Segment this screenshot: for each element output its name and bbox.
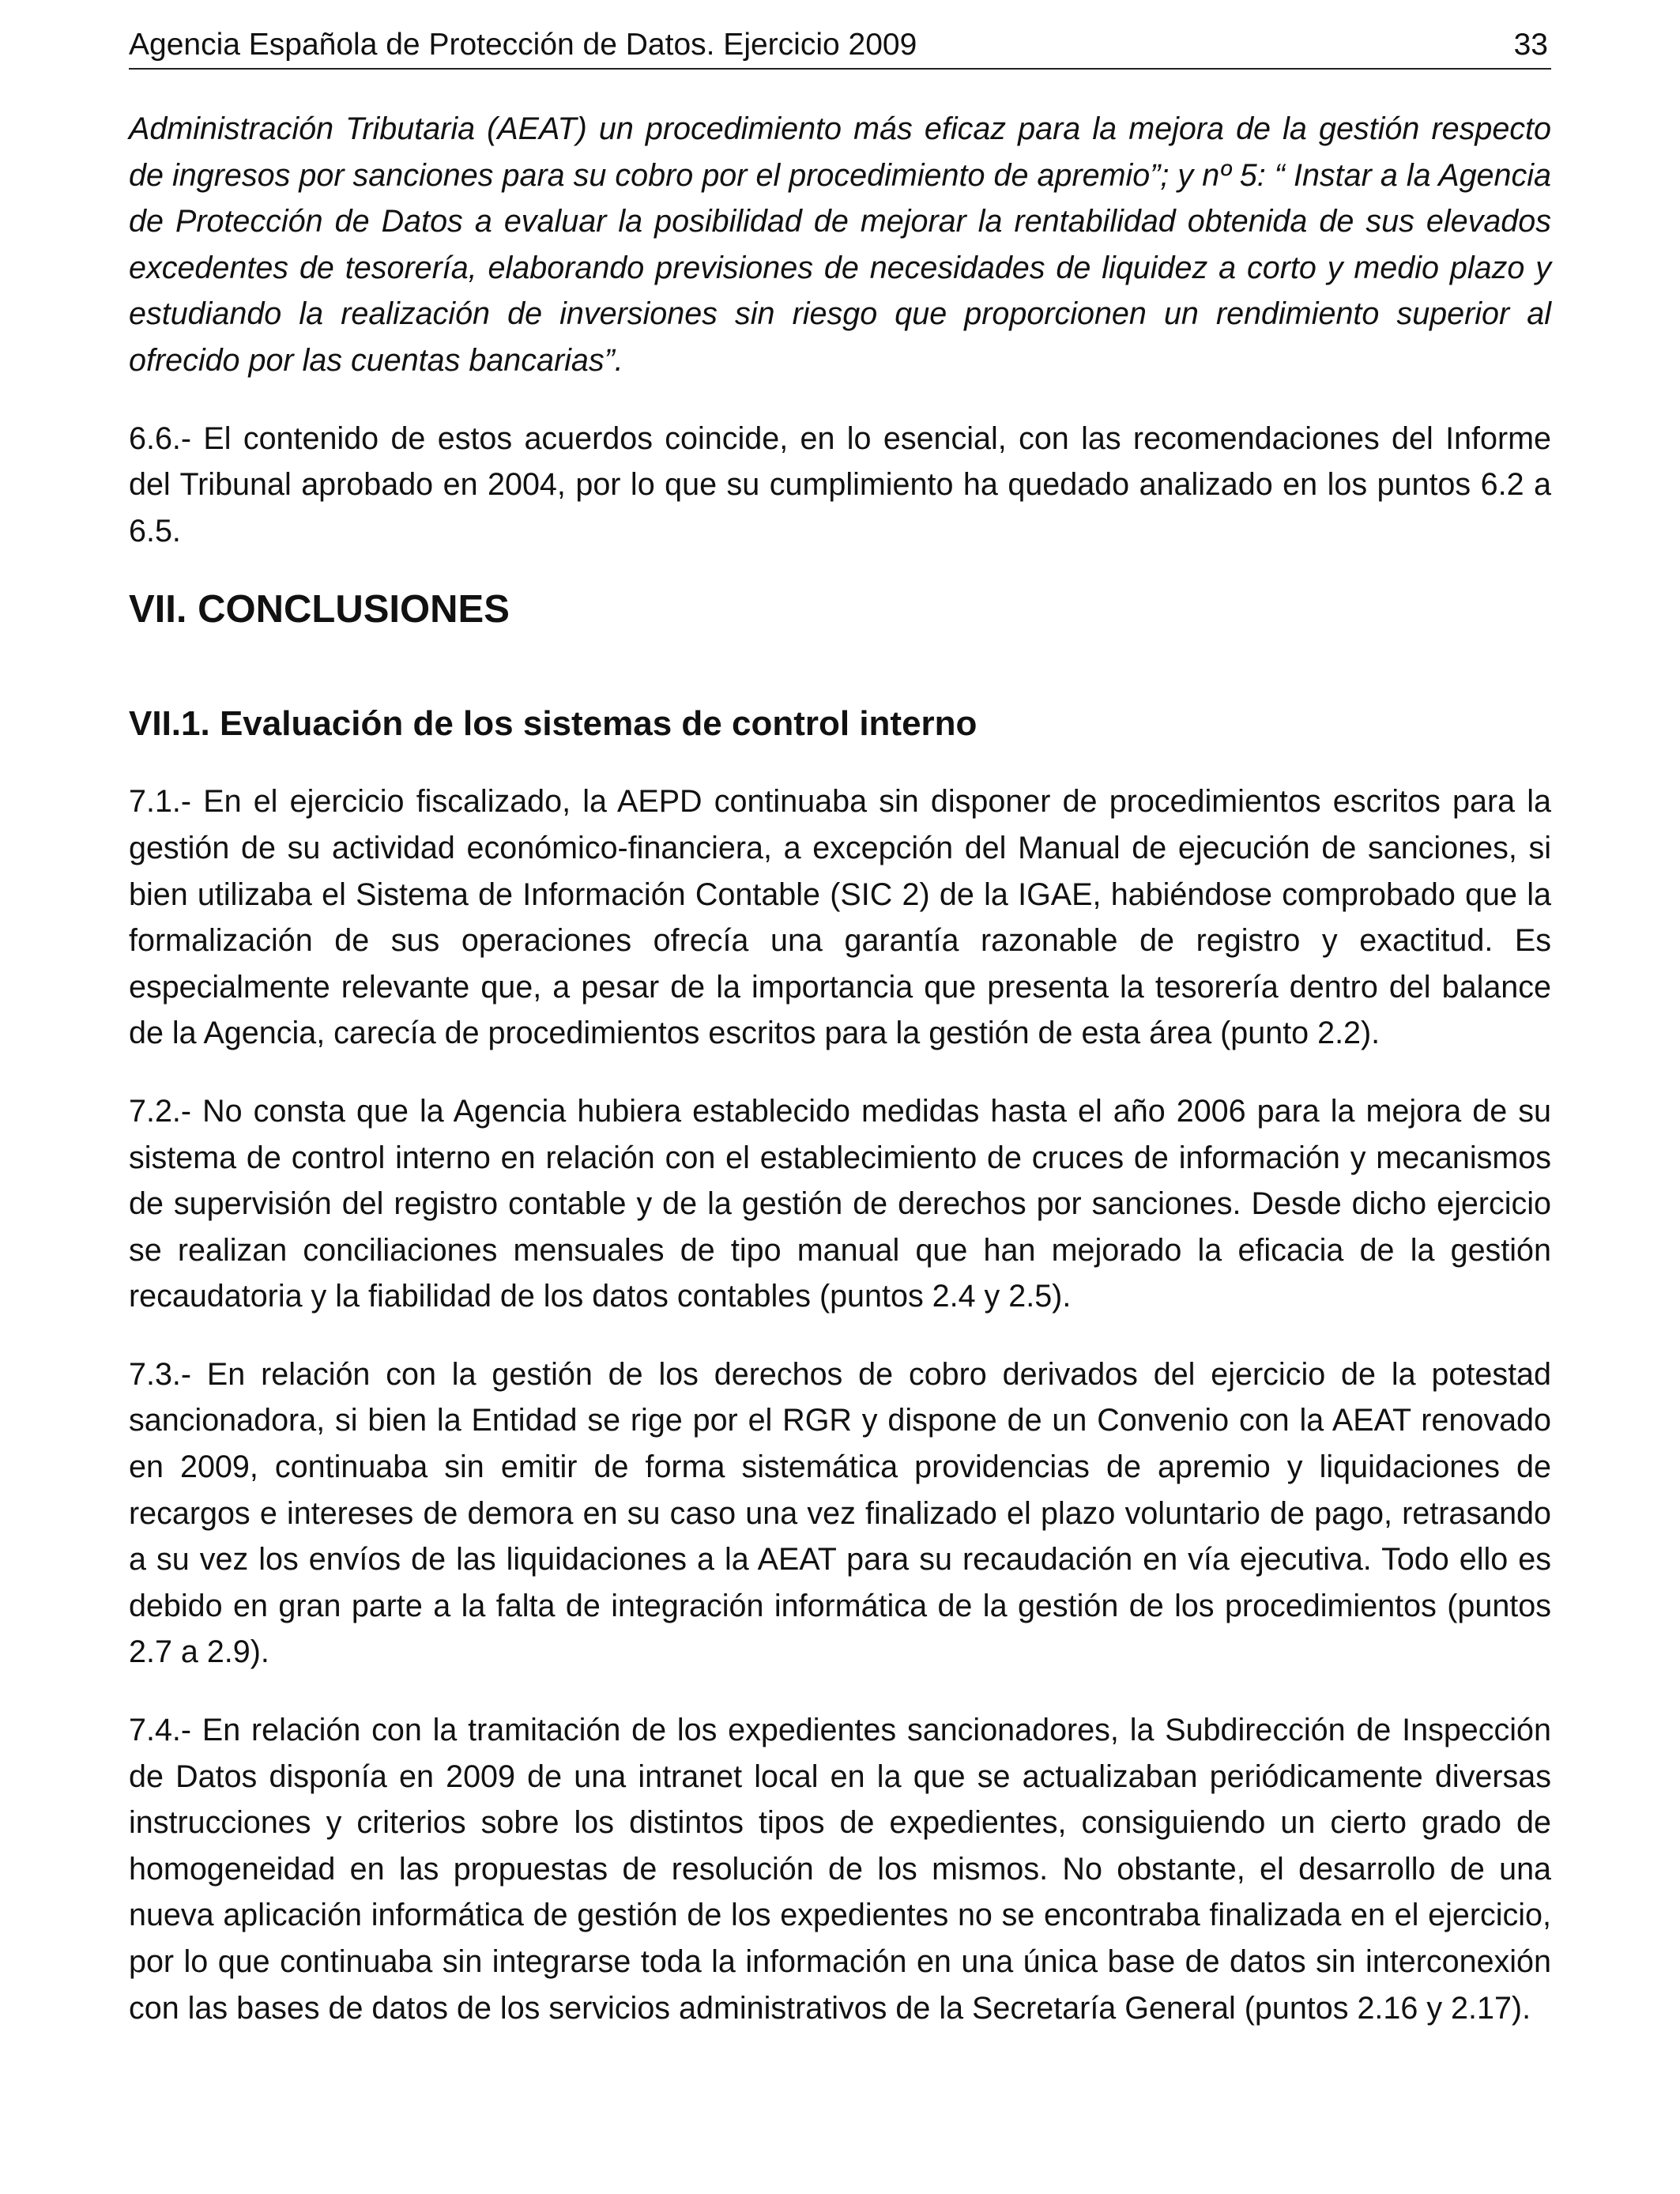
header-title: Agencia Española de Protección de Datos. Ejercicio 2009 bbox=[129, 28, 917, 62]
page-number: 33 bbox=[1513, 28, 1548, 62]
paragraph-6-6: 6.6.- El contenido de estos acuerdos coincide, en lo esencial, con las recomendaciones del Informe del Tribunal aprobado en 2004, por lo que su cumplimiento ha quedado analizado en los puntos 6.2 a 6.5. bbox=[129, 420, 1551, 548]
paragraph-7-1: 7.1.- En el ejercicio fiscalizado, la AEPD continuaba sin disponer de procedimientos escritos para la gestión de su actividad económico-financiera, a excepción del Manual de ejecución de sanciones, si bien utilizaba el Sistema de Información Contable (SIC 2) de la IGAE, habiéndose comprobado que la formalización de sus operaciones ofrecía una garantía razonable de registro y exactitud. Es especialmente relevante que, a pesar de la importancia que presenta la tesorería dentro del balance de la Agencia, carecía de procedimientos escritos para la gestión de esta área (punto 2.2). bbox=[129, 784, 1551, 1051]
paragraph-7-2: 7.2.- No consta que la Agencia hubiera establecido medidas hasta el año 2006 para la mejora de su sistema de control interno en relación con el establecimiento de cruces de información y mecanismos de supervisión del registro contable y de la gestión de derechos por sanciones. Desde dicho ejercicio se realizan conciliaciones mensuales de tipo manual que han mejorado la eficacia de la gestión recaudatoria y la fiabilidad de los datos contables (puntos 2.4 y 2.5). bbox=[129, 1093, 1551, 1314]
running-header bbox=[129, 27, 1551, 70]
paragraph-7-3: 7.3.- En relación con la gestión de los derechos de cobro derivados del ejercicio de la potestad sancionadora, si bien la Entidad se rige por el RGR y dispone de un Convenio con la AEAT renovado en 2009, continuaba sin emitir de forma sistemática providencias de apremio y liquidaciones de recargos e intereses de demora en su caso una vez finalizado el plazo voluntario de pago, retrasando a su vez los envíos de las liquidaciones a la AEAT para su recaudación en vía ejecutiva. Todo ello es debido en gran parte a la falta de integración informática de la gestión de los procedimientos (puntos 2.7 a 2.9). bbox=[129, 1356, 1551, 1670]
quoted-recommendation: Administración Tributaria (AEAT) un procedimiento más eficaz para la mejora de la gestión respecto de ingresos por sanciones para su cobro por el procedimiento de apremio”; y nº 5: “ Instar a la Agencia de Protección de Datos a evaluar la posibilidad de mejorar la rentabilidad obtenida de sus elevados excedentes de tesorería, elaborando previsiones de necesidades de liquidez a corto y medio plazo y estudiando la realización de inversiones sin riesgo que proporcionen un rendimiento superior al ofrecido por las cuentas bancarias”. bbox=[129, 111, 1551, 378]
section-heading: VII. CONCLUSIONES bbox=[129, 588, 510, 631]
paragraph-7-4: 7.4.- En relación con la tramitación de los expedientes sancionadores, la Subdirección de Inspección de Datos disponía en 2009 de una intranet local en la que se actualizaban periódicamente diversas instrucciones y criterios sobre los distintos tipos de expedientes, consiguiendo un cierto grado de homogeneidad en las propuestas de resolución de los mismos. No obstante, el desarrollo de una nueva aplicación informática de gestión de los expedientes no se encontraba finalizada en el ejercicio, por lo que continuaba sin integrarse toda la información en una única base de datos sin interconexión con las bases de datos de los servicios administrativos de la Secretaría General (puntos 2.16 y 2.17). bbox=[129, 1713, 1551, 2026]
document-page bbox=[129, 0, 1551, 2194]
document-body bbox=[129, 106, 1551, 2063]
subsection-heading: VII.1. Evaluación de los sistemas de control interno bbox=[129, 704, 977, 744]
